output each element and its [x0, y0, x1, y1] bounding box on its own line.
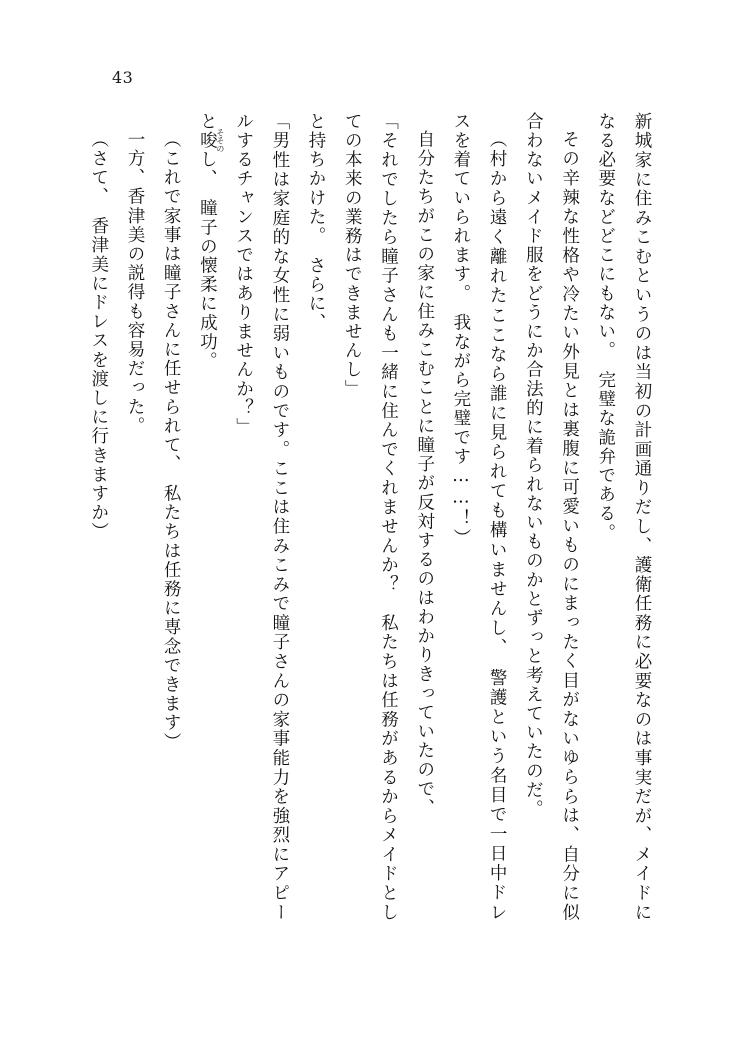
page-number: 43 — [112, 68, 134, 87]
paragraph: その辛辣な性格や冷たい外見とは裏腹に可愛いものにまったく目がないゆららは、自分に似合わないメイド服をどうにか合法的に着られないものかとずっと考えていたのだ。 — [523, 112, 580, 922]
paragraph-with-ruby: と唆そそのし、 瞳子の懐柔に成功。 — [197, 112, 225, 371]
paragraph: （さて、 香津美にドレスを渡しに行きますか） — [88, 130, 109, 542]
paragraph: 「男性は家庭的な女性に弱いものです。ここは住みこみで瞳子さんの家事能力を強烈にアピールするチャンスではありませんか？」 — [233, 112, 290, 922]
page-body-text — [60, 112, 660, 922]
ruby-base: 唆 — [197, 128, 218, 153]
paragraph: （これで家事は瞳子さんに任せられて、 私たちは任務に専念できます） — [161, 130, 182, 752]
paragraph: 新城家に住みこむというのは当初の計画通りだし、護衛任務に必要なのは事実だが、メイドになる必要などどこにもない。 完璧な詭弁である。 — [595, 112, 652, 922]
paragraph: 一方、香津美の説得も容易だった。 — [124, 130, 145, 436]
paragraph: 自分たちがこの家に住みこむことに瞳子が反対するのはわかりきっていたので、 — [414, 130, 435, 818]
ruby-annotated-word — [197, 128, 225, 153]
paragraph: と持ちかけた。 さらに、 — [306, 112, 327, 333]
paragraph: 「それでしたら瞳子さんも一緒に住んでくれませんか？ 私たちは任務があるからメイドとしての本来の業務はできませんし」 — [342, 112, 399, 922]
paragraph: （村から遠く離れたここなら誰に見られても構いませんし、 警護という名目で一日中ドレスを着ていられます。 我ながら完璧です……！） — [450, 112, 508, 922]
ruby-reading: そその — [215, 128, 225, 153]
